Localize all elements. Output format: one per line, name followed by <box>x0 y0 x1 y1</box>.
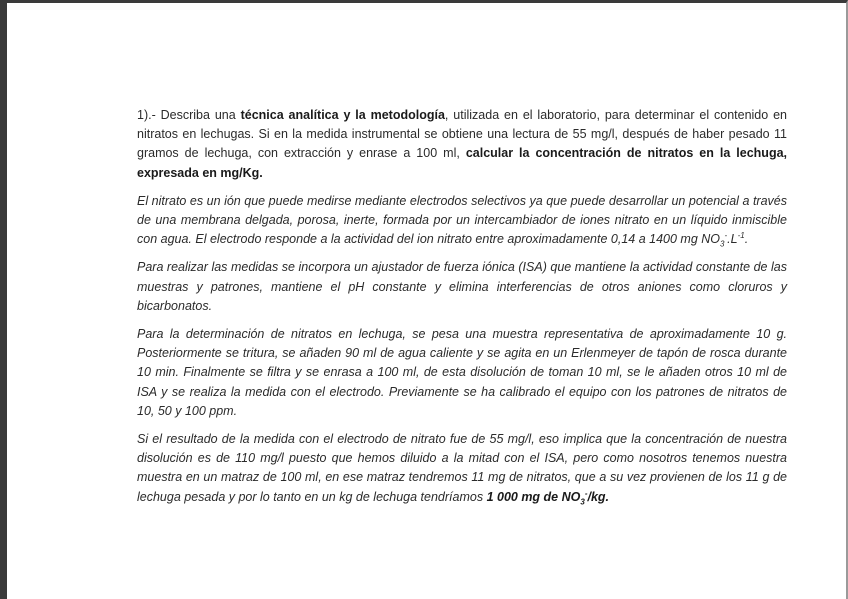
answer-p1-superscript-exponent: -1 <box>737 231 745 241</box>
question-text-1: 1).- Describa una <box>137 108 241 122</box>
answer-paragraph-4 <box>137 430 787 507</box>
answer-paragraph-1 <box>137 192 787 250</box>
answer-paragraph-2: Para realizar las medidas se incorpora un ajustador de fuerza iónica (ISA) que mantiene la actividad constante de las muestras y patrones, mantiene el pH constante y elimina interferencias de otros aniones como cloruros y bicarbonatos. <box>137 260 787 313</box>
question-text-2: , utilizada en el laboratorio, para determinar el contenido en nitratos en lechugas. Si en la medida instrumental se obtiene una lectura de 55 mg/l, después de haber pesado 11 gramos de lechuga, con extracción y enrase a 100 ml, <box>137 108 787 161</box>
answer-p4-unit: /kg. <box>587 489 610 504</box>
answer-paragraph-3: Para la determinación de nitratos en lechuga, se pesa una muestra representativa de aproximadamente 10 g. Posteriormente se tritura, se añaden 90 ml de agua caliente y se agita en un Erlenmeyer de tapón de rosca durante 10 min. Finalmente se filtra y se enrasa a 100 ml, de esta disolución de toman 10 ml, se le añaden otros 10 ml de ISA y se realiza la medida con el electrodo. Previamente se ha calibrado el equipo con los patrones de nitratos de 10, 50 y 100 ppm. <box>137 327 787 418</box>
question-bold-2: calcular la concentración de nitratos en la lechuga, expresada en mg/Kg. <box>137 146 787 180</box>
document-page <box>137 106 787 516</box>
answer-p4-result <box>486 488 610 507</box>
answer-p4-subscript: 3 <box>580 497 585 507</box>
question-paragraph <box>137 106 787 183</box>
answer-p1-end: . <box>744 232 749 247</box>
answer-p4-bold: 1 000 mg de NO <box>486 489 581 504</box>
question-bold-1: técnica analítica y la metodología <box>240 108 445 122</box>
answer-p4-superscript: - <box>584 488 588 498</box>
answer-p4-text: Si el resultado de la medida con el electrodo de nitrato fue de 55 mg/l, eso implica que la concentración de nuestra disolución es de 110 mg/l puesto que hemos diluido a la mitad con el ISA, pero como nosotros tenemos nuestra muestra en un matraz de 100 ml, en ese matraz tendremos 11 mg de nitratos, que a su vez provienen de los 11 g de lechuga pesada y por lo tanto en un kg de lechuga tendríamos <box>137 432 787 504</box>
answer-p1-text: El nitrato es un ión que puede medirse mediante electrodos selectivos ya que puede desarrollar un potencial a través de una membrana delgada, porosa, inerte, formada por un intercambiador de iones nitrato en un líquido inmiscible con agua. El electrodo responde a la actividad del ion nitrato entre aproximadamente 0,14 a 1400 mg NO <box>137 193 787 247</box>
answer-p1-unit: .L <box>727 232 738 247</box>
answer-p1-subscript: 3 <box>720 239 725 249</box>
answer-p1-superscript-charge: - <box>724 231 728 241</box>
